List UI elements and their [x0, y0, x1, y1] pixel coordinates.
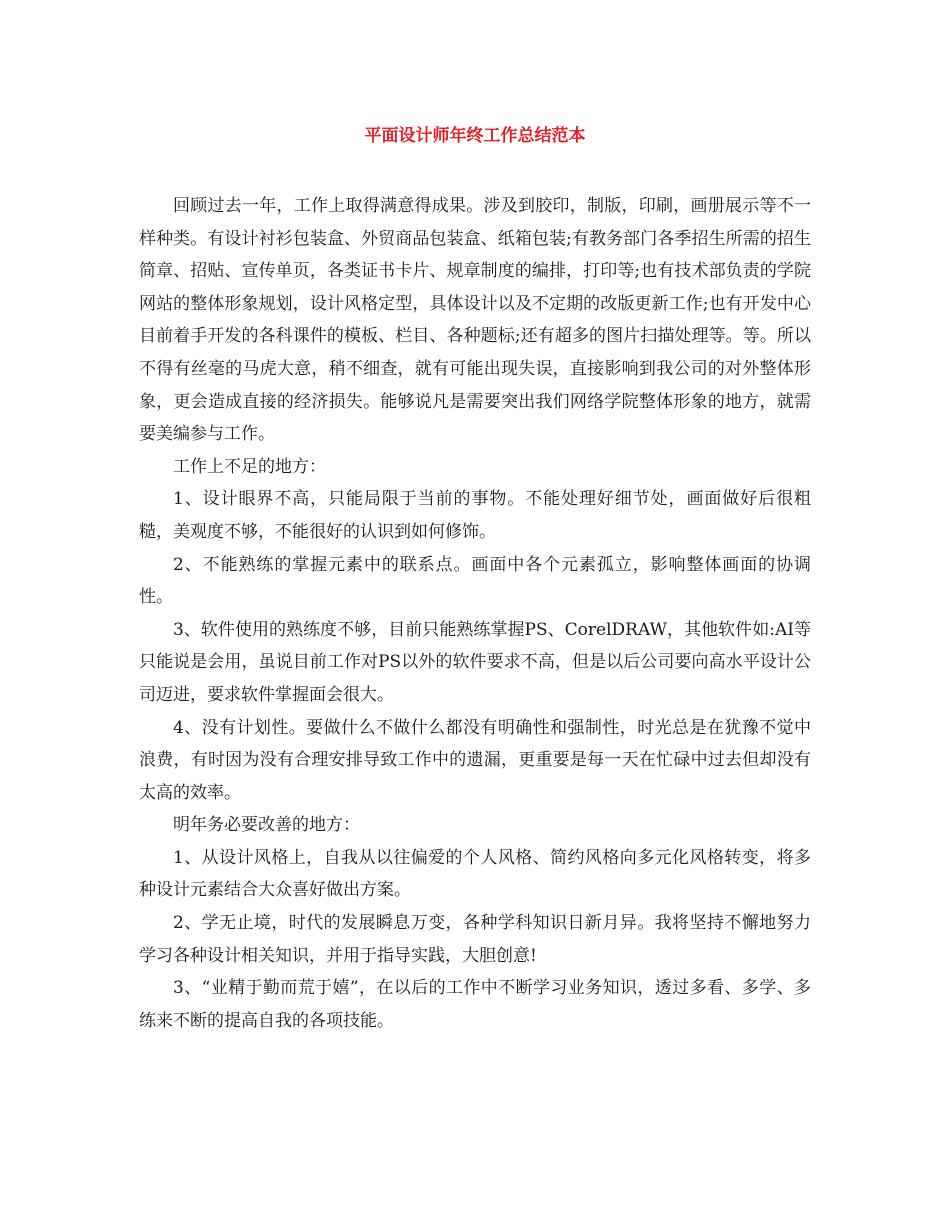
paragraph-shortcomings-heading: 工作上不足的地方：: [173, 456, 326, 477]
paragraph-improvement-1: 1、从设计风格上，自我从以往偏爱的个人风格、简约风格向多元化风格转变，将多种设计元素结合大众喜好做出方案。: [139, 847, 811, 901]
document-body: [139, 190, 811, 1037]
paragraph-shortcoming-2: 2、不能熟练的掌握元素中的联系点。画面中各个元素孤立，影响整体画面的协调性。: [139, 554, 811, 608]
paragraph-shortcoming-3: 3、软件使用的熟练度不够，目前只能熟练掌握PS、CorelDRAW，其他软件如:AI等只能说是会用，虽说目前工作对PS以外的软件要求不高，但是以后公司要向高水平设计公司迈进，要求软件掌握面会很大。: [139, 619, 811, 705]
document-title: 平面设计师年终工作总结范本: [364, 126, 586, 146]
paragraph-shortcoming-4: 4、没有计划性。要做什么不做什么都没有明确性和强制性，时光总是在犹豫不觉中浪费，有时因为没有合理安排导致工作中的遗漏，更重要是每一天在忙碌中过去但却没有太高的效率。: [139, 717, 811, 803]
paragraph-improvement-3: 3、“业精于勤而荒于嬉”，在以后的工作中不断学习业务知识，透过多看、多学、多练来不断的提高自我的各项技能。: [139, 978, 811, 1031]
paragraph-shortcoming-1: 1、设计眼界不高，只能局限于当前的事物。不能处理好细节处，画面做好后很粗糙，美观度不够，不能很好的认识到如何修饰。: [139, 489, 811, 542]
paragraph-intro: 回顾过去一年，工作上取得满意得成果。涉及到胶印，制版，印刷，画册展示等不一样种类。有设计衬衫包装盒、外贸商品包装盒、纸箱包装;有教务部门各季招生所需的招生简章、招贴、宣传单页，各类证书卡片、规章制度的编排，打印等;也有技术部负责的学院网站的整体形象规划，设计风格定型，具体设计以及不定期的改版更新工作;也有开发中心目前着手开发的各科课件的模板、栏目、各种题标;还有超多的图片扫描处理等。等。所以不得有丝毫的马虎大意，稍不细查，就有可能出现失误，直接影响到我公司的对外整体形象，更会造成直接的经济损失。能够说凡是需要突出我们网络学院整体形象的地方，就需要美编参与工作。: [139, 196, 811, 445]
paragraph-improvement-2: 2、学无止境，时代的发展瞬息万变，各种学科知识日新月异。我将坚持不懈地努力学习各种设计相关知识，并用于指导实践，大胆创意!: [139, 913, 811, 966]
paragraph-improvements-heading: 明年务必要改善的地方：: [173, 815, 360, 836]
